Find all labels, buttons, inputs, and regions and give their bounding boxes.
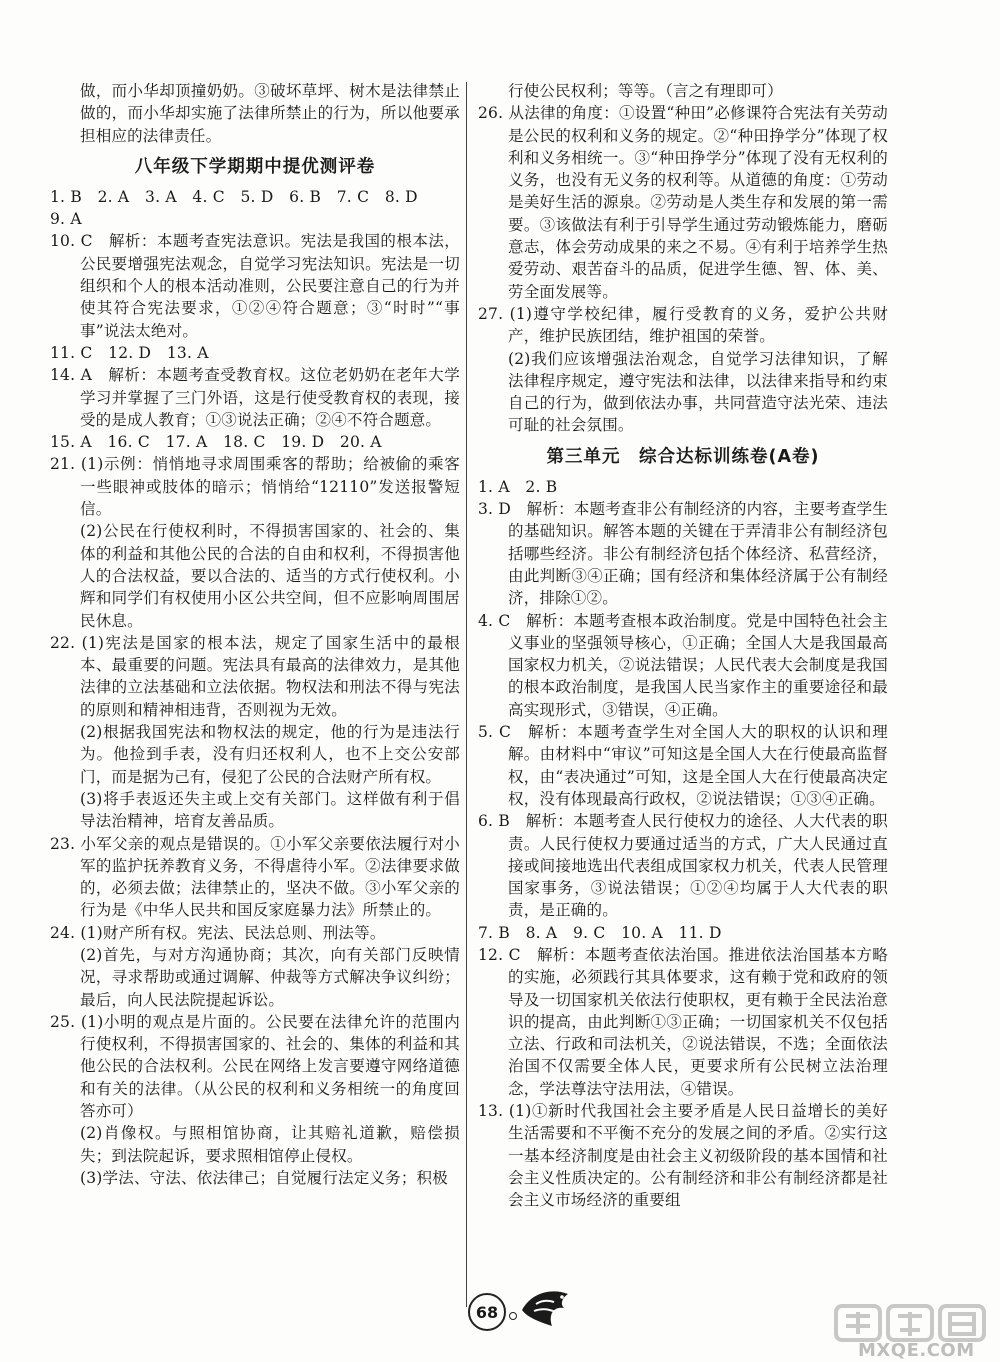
left-answer-paragraph: 23. 小军父亲的观点是错误的。①小军父亲要依法履行对小军的监护抚养教育义务，不得虐待小军。②法律要求做的，必须去做；法律禁止的，坚决不做。③小军父亲的行为是《中华人民共和国反家庭暴力法》所禁止的。 (50, 834, 460, 920)
left-answer-paragraph: 25. (1)小明的观点是片面的。公民要在法律允许的范围内行使权利，不得损害国家的、社会的、集体的利益和其他公民的合法权利。公民在网络上发言要遵守网络道德和有关的法律。（从公民的权利和义务相统一的角度回答亦可） (50, 1012, 460, 1121)
left-column (50, 80, 460, 1189)
right-answer-paragraph: 1. A 2. B (478, 477, 558, 496)
left-section-heading: 八年级下学期期中提优测评卷 (134, 156, 376, 177)
page-number: 68 (468, 1293, 506, 1331)
fish-logo-icon (518, 1284, 572, 1332)
left-answer-paragraph: 9. A (50, 210, 82, 229)
left-answer-paragraph: (3)将手表返还失主或上交有关部门。这样做有利于倡导法治精神，培育友善品质。 (80, 789, 460, 831)
right-answer-paragraph: 行使公民权利；等等。（言之有理即可） (508, 82, 783, 100)
right-column (478, 80, 888, 1212)
right-answer-paragraph: 12. C 解析：本题考查依法治国。推进依法治国基本方略的实施，必须践行其具体要求，这有赖于党和政府的领导及一切国家机关依法行使职权，更有赖于全民法治意识的提高，由此判断①③正确；一切国家机关不仅包括立法、行政和司法机关，②说法错误，不选；全面依法治国不仅需要全体人民，更要求所有公民树立法治理念，学法尊法守法用法，④错误。 (478, 945, 888, 1098)
right-answer-paragraph: 13. (1)①新时代我国社会主要矛盾是人民日益增长的美好生活需要和不平衡不充分的发展之间的矛盾。②实行这一基本经济制度是由社会主义初级阶段的基本国情和社会主义性质决定的。公有制经济和非公有制经济都是社会主义市场经济的重要组 (478, 1102, 888, 1210)
right-answer-paragraph: 27. (1)遵守学校纪律，履行受教育的义务，爱护公共财产，维护民族团结，维护祖国的荣誉。 (478, 304, 888, 346)
left-answer-paragraph: (2)根据我国宪法和物权法的规定，他的行为是违法行为。他捡到手表，没有归还权利人，也不上交公安部门，而是据为己有，侵犯了公民的合法财产所有权。 (80, 723, 460, 786)
left-answer-paragraph: 10. C 解析：本题考查宪法意识。宪法是我国的根本法，公民要增强宪法观念，自觉学习宪法知识。宪法是一切组织和个人的根本活动准则，公民要注意自己的行为并使其符合宪法要求，①②④符合题意；③“时时”“事事”说法太绝对。 (50, 232, 460, 340)
right-section-heading: 第三单元 综合达标训练卷(A卷) (546, 446, 820, 467)
right-answer-paragraph: 7. B 8. A 9. C 10. A 11. D (478, 923, 722, 942)
dot-icon (509, 1312, 517, 1320)
right-answer-paragraph: 26. 从法律的角度：①设置“种田”必修课符合宪法有关劳动是公民的权利和义务的规定。②“种田挣学分”体现了权利和义务相统一。③“种田挣学分”体现了没有无权利的义务，也没有无义务的权利等。从道德的角度：①劳动是美好生活的源泉。②劳动是人类生存和发展的第一需要。③该做法有利于引导学生通过劳动锻炼能力，磨砺意志，体会劳动成果的来之不易。④有利于培养学生热爱劳动、艰苦奋斗的品质，促进学生德、智、体、美、劳全面发展等。 (478, 104, 888, 301)
left-answer-paragraph: 做，而小华却顶撞奶奶。③破坏草坪、树木是法律禁止做的，而小华却实施了法律所禁止的行为，所以他要承担相应的法律责任。 (80, 82, 460, 145)
left-answer-paragraph: 24. (1)财产所有权。宪法、民法总则、刑法等。 (50, 923, 386, 942)
right-answer-paragraph: 3. D 解析：本题考查非公有制经济的内容，主要考查学生的基础知识。解答本题的关键在于弄清非公有制经济包括哪些经济。非公有制经济包括个体经济、私营经济，由此判断③④正确；国有经济和集体经济属于公有制经济，排除①②。 (478, 500, 888, 608)
right-answer-paragraph: (2)我们应该增强法治观念，自觉学习法律知识，了解法律程序规定，遵守宪法和法律，以法律来指导和约束自己的行为，做到依法办事，共同营造守法光荣、违法可耻的社会氛围。 (508, 349, 888, 435)
left-answer-paragraph: 22. (1)宪法是国家的根本法，规定了国家生活中的最根本、最重要的问题。宪法具有最高的法律效力，是其他法律的立法基础和立法依据。物权法和刑法不得与宪法的原则和精神相违背，否则视为无效。 (50, 633, 460, 719)
column-divider (466, 82, 467, 1307)
left-answer-paragraph: 1. B 2. A 3. A 4. C 5. D 6. B 7. C 8. D (50, 187, 418, 206)
left-answer-paragraph: 15. A 16. C 17. A 18. C 19. D 20. A (50, 433, 382, 452)
left-answer-paragraph: 14. A 解析：本题考查受教育权。这位老奶奶在老年大学学习并掌握了三门外语，这是行使受教育权的表现，接受的是成人教育；①③说法正确；②④不符合题意。 (50, 366, 460, 429)
right-answer-paragraph: 4. C 解析：本题考查根本政治制度。党是中国特色社会主义事业的坚强领导核心，①正确；全国人大是我国最高国家权力机关，②说法错误；人民代表大会制度是我国的根本政治制度，是我国人民当家作主的重要途径和最高实现形式，③错误，④正确。 (478, 611, 888, 719)
watermark-text: MXQE.COM (858, 1340, 975, 1361)
left-answer-paragraph: (3)学法、守法、依法律己；自觉履行法定义务；积极 (80, 1168, 448, 1187)
left-answer-paragraph: (2)公民在行使权利时，不得损害国家的、社会的、集体的利益和其他公民的合法的自由和权利，不得损害他人的合法权益，要以合法的、适当的方式行使权利。小辉和同学们有权使用小区公共空间，但不应影响周围居民休息。 (80, 522, 460, 630)
left-answer-paragraph: (2)肖像权。与照相馆协商，让其赔礼道歉，赔偿损失；到法院起诉，要求照相馆停止侵权。 (80, 1124, 460, 1165)
left-answer-paragraph: (2)首先，与对方沟通协商；其次，向有关部门反映情况，寻求帮助或通过调解、仲裁等方式解决争议纠纷；最后，向人民法院提起诉讼。 (80, 945, 460, 1009)
right-answer-paragraph: 5. C 解析：本题考查学生对全国人大的职权的认识和理解。由材料中“审议”可知这是全国人大在行使最高监督权，由“表决通过”可知，这是全国人大在行使最高决定权，没有体现最高行政权，②说法错误；①③④正确。 (478, 723, 888, 808)
right-answer-paragraph: 6. B 解析：本题考查人民行使权力的途径、人大代表的职责。人民行使权力要通过适当的方式，广大人民通过直接或间接地选出代表组成国家权力机关，代表人民管理国家事务，③说法错误；①②④均属于人大代表的职责，是正确的。 (478, 812, 888, 920)
left-answer-paragraph: 21. (1)示例：悄悄地寻求周围乘客的帮助；给被偷的乘客一些眼神或肢体的暗示；悄悄给“12110”发送报警短信。 (50, 455, 460, 519)
left-answer-paragraph: 11. C 12. D 13. A (50, 343, 209, 362)
